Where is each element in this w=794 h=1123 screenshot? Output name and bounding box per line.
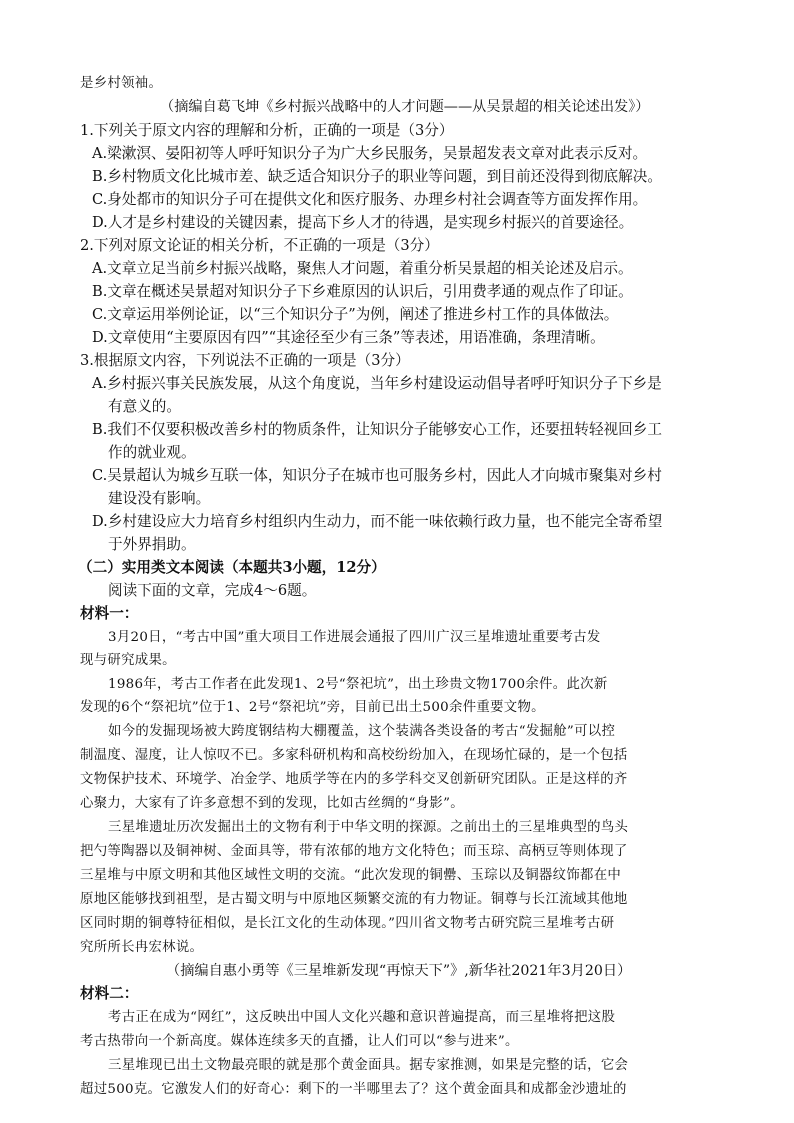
material-2-label: 材料二： [80,985,139,1002]
passage-tail: 是乡村领袖。 [80,76,163,91]
material-1-paragraph: 心聚力，大家有了许多意想不到的发现，比如古丝绸的“身影”。 [80,796,464,811]
question-3-option-a-line2: 有意义的。 [108,398,181,415]
question-1-option-d: D.人才是乡村建设的关键因素，提高下乡人才的待遇，是实现乡村振兴的首要途径。 [92,214,634,231]
question-2-option-b: B.文章在概述吴景超对知识分子下乡难原因的认识后，引用费孝通的观点作了印证。 [92,283,633,300]
material-1-paragraph: 文物保护技术、环境学、冶金学、地质学等在内的多学科交叉创新研究团队。正是这样的齐 [80,772,628,787]
material-2-paragraph: 三星堆现已出土文物最亮眼的就是那个黄金面具。据专家推测，如果是完整的话，它会 [108,1058,629,1073]
material-1-paragraph: 把勺等陶器以及铜神树、金面具等，带有浓郁的地方文化特色；而玉琮、高柄豆等则体现了 [80,844,628,859]
question-3-option-a-line1: A.乡村振兴事关民族发展，从这个角度说，当年乡村建设运动倡导者呼吁知识分子下乡是 [92,375,662,392]
material-1-paragraph: 如今的发掘现场被大跨度钢结构大棚覆盖，这个装满各类设备的考古“发掘舱”可以控 [108,724,616,739]
material-2-paragraph: 考古热带向一个新高度。媒体连续多天的直播，让人们可以“参与进来”。 [80,1034,519,1049]
material-1-paragraph: 原地区能够找到祖型，是古蜀文明与中原地区频繁交流的有力物证。铜尊与长江流域其他地 [80,892,628,907]
question-2-option-c: C.文章运用举例论证，以“三个知识分子”为例，阐述了推进乡村工作的具体做法。 [92,306,619,323]
question-3-option-d-line1: D.乡村建设应大力培育乡村组织内生动力，而不能一味依赖行政力量，也不能完全寄希望 [92,513,663,530]
material-2-paragraph: 超过500克。它激发人们的好奇心：剩下的一半哪里去了？这个黄金面具和成都金沙遗址的 [80,1082,627,1097]
question-3-option-c-line2: 建设没有影响。 [108,490,211,507]
question-1-stem: 1.下列关于原文内容的理解和分析，正确的一项是（3分） [80,122,454,139]
material-1-paragraph: 现与研究成果。 [80,653,176,668]
material-1-paragraph: 究所所长冉宏林说。 [80,940,204,955]
question-2-option-a: A.文章立足当前乡村振兴战略，聚焦人才问题，着重分析吴景超的相关论述及启示。 [92,260,633,277]
material-1-paragraph: 三星堆与中原文明和其他区域性文明的交流。“此次发现的铜罍、玉琮以及铜器纹饰都在中 [80,868,622,883]
question-1-option-b: B.乡村物质文化比城市差、缺乏适合知识分子的职业等问题，到目前还没得到彻底解决。 [92,168,662,185]
question-3-option-c-line1: C.吴景超认为城乡互联一体，知识分子在城市也可服务乡村，因此人才向城市聚集对乡村 [92,467,662,484]
material-2-paragraph: 考古正在成为“网红”，这反映出中国人文化兴趣和意识普遍提高，而三星堆将把这股 [108,1010,616,1025]
question-3-option-b-line2: 作的就业观。 [108,444,196,461]
material-1-paragraph: 三星堆遗址历次发掘出土的文物有利于中华文明的探源。之前出土的三星堆典型的鸟头 [108,820,629,835]
section-instruction: 阅读下面的文章，完成4～6题。 [108,582,317,599]
material-1-source: （摘编自惠小勇等《三星堆新发现“再惊天下”》,新华社2021年3月20日） [166,963,632,979]
question-3-stem: 3.根据原文内容，下列说法不正确的一项是（3分） [80,352,410,369]
passage-source: （摘编自葛飞坤《乡村振兴战略中的人才问题——从吴景超的相关论述出发》） [160,99,650,115]
material-1-paragraph: 1986年，考古工作者在此发现1、2号“祭祀坑”，出土珍贵文物1700余件。此次新 [108,677,608,692]
material-1-label: 材料一： [80,605,139,622]
question-2-stem: 2.下列对原文论证的相关分析，不正确的一项是（3分） [80,237,439,254]
section-heading: （二）实用类文本阅读（本题共3小题，12分） [78,559,386,576]
question-1-option-c: C.身处都市的知识分子可在提供文化和医疗服务、办理乡村社会调查等方面发挥作用。 [92,191,648,208]
question-2-option-d: D.文章使用“主要原因有四”“其途径至少有三条”等表述，用语准确，条理清晰。 [92,329,605,346]
material-1-paragraph: 发现的6个“祭祀坑”位于1、2号“祭祀坑”旁，目前已出土500余件重要文物。 [80,700,545,715]
material-1-paragraph: 制温度、湿度，让人惊叹不已。多家科研机构和高校纷纷加入，在现场忙碌的，是一个包括 [80,748,628,763]
question-1-option-a: A.梁漱溟、晏阳初等人呼吁知识分子为广大乡民服务，吴景超发表文章对此表示反对。 [92,145,648,162]
material-1-paragraph: 3月20日，“考古中国”重大项目工作进展会通报了四川广汉三星堆遗址重要考古发 [108,630,601,645]
question-3-option-d-line2: 于外界捐助。 [108,536,196,553]
material-1-paragraph: 区同时期的铜尊特征相似，是长江文化的生动体现。”四川省文物考古研究院三星堆考古研 [80,916,615,931]
question-3-option-b-line1: B.我们不仅要积极改善乡村的物质条件，让知识分子能够安心工作，还要扭转轻视回乡工 [92,421,662,438]
